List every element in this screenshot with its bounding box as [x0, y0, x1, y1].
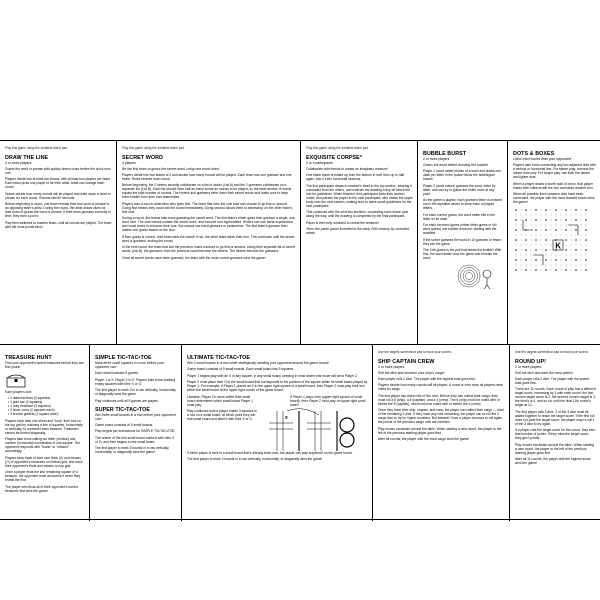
- rule-paragraph: As the game is played, each guessed letter is crossed out in the alphabet above to keep track of played letters.: [423, 198, 502, 210]
- draw-the-line-title: DRAW THE LINE: [5, 154, 49, 161]
- loot-item: • 1 ruby necklace (3 squares): [8, 404, 51, 408]
- rule-paragraph: There are 11 rounds. Each round of play has a different target score, increasing by 1 with each round: the first round's target score is 2, the second round's target is 3, the third's is 4, and so on, until the final 11th round's target at 12.: [515, 387, 596, 408]
- rule-paragraph: Once they have their ship, captain, and crew, the player can collect their cargo — total of the remaining 2 dice. If they have any rolls remaining, the player can re-roll the 2 cargo dice to try for higher numbers. But beware! Once a player chooses to roll again, the points of the previous cargo rolls are forfeited.: [378, 408, 504, 425]
- rule-paragraph: The first player has three rolls of five dice. Before they can collect their cargo, they must roll a 6 (ship), a 5 (captain), and a 4 (crew). The 6 (ship) must be rolled with or before the 5 (captain), which must be rolled with or before the 4 (crew).: [378, 393, 500, 406]
- rule-paragraph: The first player to mark 3 boards in a row vertically, horizontally, or diagonally wins the game!: [187, 457, 323, 461]
- round-up-title: ROUND UP!: [515, 358, 546, 365]
- dots-boxes-panel: [508, 141, 600, 344]
- draw-the-line-panel: [0, 141, 117, 344]
- claimed-box-initial: K: [555, 241, 562, 250]
- bubble-burst-panel: [418, 141, 508, 344]
- rule-paragraph: The 11th guess is the pull that bursts the bubble! With this, the word setter wins the game and reveals the word.: [423, 248, 502, 260]
- rule-paragraph: Play continues until all 9 games are played.: [95, 398, 159, 403]
- players-count: 4 players: [122, 160, 136, 165]
- rule-paragraph: Each player rolls 2 dice. The player with the lowest total goes first.: [515, 376, 589, 385]
- rule-paragraph: Find your opponent's buried treasures before they can find yours!: [5, 361, 85, 369]
- rule-paragraph: Player 1 begins play with an X in any square, in any small board, keeping in mind where this move will send Player 2.: [187, 373, 358, 378]
- loot-item: • 1 diamond tiara (3 squares): [8, 396, 51, 400]
- players-count: 2 or more players: [423, 157, 450, 161]
- pad-note: Play this game using the smallest blank pad.: [306, 146, 369, 150]
- rule-paragraph: Player 2 (word solver) guesses the word, letter by letter, and can try to guess the entire word at any point.: [423, 183, 496, 196]
- rule-paragraph: Players each take one sheet and "bury" their loot on the top grid by outlining a line of squares, horizontally or vertically, to represent each treasure. Treasures cannot be buried diagonally.: [5, 418, 83, 435]
- ship-captain-crew-title: SHIP CAPTAIN CREW: [378, 358, 435, 365]
- rule-paragraph: The first player to mark 3 boards in a row vertically, horizontally, or diagonally wins the game!: [95, 446, 170, 454]
- rule-paragraph: Guess the word or phrase with quickly drawn clues before the clock runs out!: [5, 166, 111, 175]
- rule-paragraph: Each player rolls 2 dice. The player with the highest total goes first.: [378, 376, 476, 381]
- rule-paragraph: Once all secret words have been guessed, the team with the most correct guesses wins the game!: [122, 255, 266, 260]
- game-objective: Roll the dice and increase your ship's cargo!: [378, 370, 445, 375]
- treasure-chest-icon: [5, 372, 27, 388]
- rule-paragraph: When a player draws a fourth side of a box, that player marks their initial inside the box and takes another turn.: [513, 181, 594, 190]
- rule-paragraph: Once a player finds the last remaining square of a treasure, the opponent must announce it when they reveal the find.: [5, 470, 81, 482]
- loot-item: • 2 silver coins (2 squares each): [8, 408, 55, 412]
- svg-text:x: x: [285, 414, 288, 421]
- players-count: 4 or more players: [5, 160, 32, 165]
- row-top: [0, 141, 600, 345]
- game-objective: Claim more boxes than your opponent!: [513, 157, 572, 161]
- game-objective: Roll the dice and earn the most points!: [515, 370, 573, 375]
- rule-paragraph: Players take turns connecting any two adjacent dots with a vertical or horizontal line. For starter play, connect the darker dots only. For longer play, use both the darker and lighter dots.: [513, 163, 596, 179]
- rule-paragraph: Players decide how many rounds will be played. A round is over once all players have rolled for cargo.: [378, 383, 503, 392]
- rule-paragraph: In the next round, the team that lost the previous round chooses to go first or second. Using their separate list of secret words (List B), the guessers from the previous round become the hinters. The hinters become the guessers.: [122, 245, 295, 254]
- rule-paragraph: The first player to mark 3 in a row vertically, horizontally or diagonally wins the game.: [95, 388, 176, 396]
- ultimate-tic-tac-toe-panel: [182, 345, 373, 521]
- rule-paragraph: This continues with the next two sections, concealing each drawn part along the way, until the drawing is completed by the final participant.: [306, 210, 408, 219]
- pad-note: Use the largest screenshot pad to track your scores.: [515, 350, 589, 354]
- rule-paragraph: Play moves clockwise around the table. When starting a new round, the player to the left of the previous starting player goes first.: [378, 426, 502, 435]
- secret-word-panel: [117, 141, 301, 344]
- treasure-hunt-title: TREASURE HUNT: [5, 355, 52, 361]
- game-objective: Guess the word before bursting the bubble!: [423, 163, 489, 167]
- instruction-sheet: [0, 140, 600, 520]
- rule-paragraph: Players keep track of their own finds (X) and misses (O) of opponent's treasures on bottom grid, and track their opponent's finds and misses on top grid.: [5, 455, 83, 468]
- pad-note: Play this game using the smallest blank pad.: [5, 146, 68, 150]
- rule-paragraph: If a player rolls the target score for the round, they earn that number of points. If they miss the target score, they get 0 points.: [515, 428, 596, 441]
- rule-paragraph: Before beginning, the 2 hinters secretly collaborate on a list of words (List A) and the 2 guessers collaborate on a separate list (List B). Each list should have half as many words as rounds to be played, so the total number of words equals the total number of rounds. The hinters and guessers write down their secret words and make sure to keep them hidden from their own teammates.: [122, 183, 292, 200]
- rule-paragraph: Players toss a coin to determine who goes first. The team that wins the coin toss can choose to go first or second. Going first means they could win the round immediately. Going second allows them to eavesdrop on the other team's first clue.: [122, 201, 293, 214]
- rule-paragraph: Play begins per instructions for SIMPLE TIC•TAC•TOE.: [95, 429, 176, 433]
- rule-paragraph: Player 2 must place their O in the small board that corresponds to the position of the square within its small board played by Player 1. For example, if Player 1 places an X in the upper right square of a small board, then Player 2 must play their turn within the small board at the upper right corner of the game board.: [187, 380, 368, 392]
- rule-paragraph: One blank sheet is folded up from the bottom in half, then up in half again, into 4 even horizontal sections.: [306, 173, 405, 182]
- round-up-panel: [510, 345, 600, 521]
- rule-paragraph: During a round, the teams take turns guessing the secret word. The first team's hinter gives their guesser a single, one-word clue. The clue cannot contain the secret word, and must be non-hyphenated. Hinters can use facial expressions and vocal tones to enhance their clue. But cannot use hand gestures or pantomime. The first team's guesser then makes one guess based on the clue.: [122, 216, 296, 233]
- ultimate-tic-tac-toe-title: ULTIMATE TIC•TAC•TOE: [187, 355, 251, 361]
- rule-paragraph: Game board consists of 9 small boards. Each small board has 9 squares.: [187, 367, 295, 371]
- row-bottom: [0, 345, 600, 521]
- rule-paragraph: Play moves clockwise around the table. When starting a new round, the player to the left of the previous starting player goes first.: [515, 442, 594, 455]
- dots-grid-illustration: [513, 207, 589, 277]
- rule-paragraph: If either player is sent to a small board that's already been won, the player can play anywhere on the game board.: [187, 450, 353, 455]
- rule-paragraph: Paper is then fully unfolded to reveal the creature!: [306, 220, 379, 225]
- rule-paragraph: Each sheet includes 9 games.: [95, 371, 139, 375]
- ultimate-board-illustration: [263, 407, 369, 451]
- dots-boxes-title: DOTS & BOXES: [513, 151, 555, 157]
- players-count: 2 or more players: [378, 364, 405, 369]
- simple-tic-tac-toe-title: SIMPLE TIC•TAC•TOE: [95, 355, 152, 361]
- loot-item: • 3 bronze goblets (1 square each): [8, 412, 59, 416]
- rule-paragraph: Play then switches to another team, until all rounds are played. The team with the most points wins!: [5, 220, 112, 229]
- rule-paragraph: Player 1 is X. Player 2 is O. Players take turns marking empty squares with their X or O.: [95, 377, 176, 386]
- rule-paragraph: Each player's loot:: [5, 389, 32, 394]
- ship-captain-crew-panel: [373, 345, 510, 521]
- bubble-burst-title: BUBBLE BURST: [423, 151, 467, 157]
- rule-paragraph: Players divide into two teams of 2 and decide how many rounds will be played. Each team has one guesser and one hinter. Roles reverse each round.: [122, 172, 292, 181]
- rule-paragraph: After all rounds, the player with the most cargo wins the game!: [378, 437, 470, 442]
- rule-paragraph: The first player rolls 3 dice. 2 of the 3 dice must be added together to reach the target score. If the first roll does not yield the target score, the player may re-roll 1 of the 3 dice to try again.: [515, 409, 595, 426]
- secret-word-title: SECRET WORD: [122, 154, 163, 161]
- footnote: *from the parlor game invented in the early 20th century by surrealist artists: [306, 227, 409, 236]
- rule-paragraph: Teams decide how many rounds will be played and write down a word or phrase for each round. Rounds last 60 seconds.: [5, 191, 111, 200]
- bubblegum-blower-illustration: [423, 263, 501, 289]
- rule-paragraph: Play continues until a player marks 3 squares in a row on a small board, at which point they win that small board and label it with their X or O.: [187, 409, 257, 421]
- rule-paragraph: Before beginning a round, one team reveals their first word or phrase to an opposing team's artist. During the round, the artist draws clues for their team to guess the word or phrase. If their team guesses correctly in time, they earn a point.: [5, 202, 111, 219]
- rule-paragraph: The winner of the first small board marks it with their X or O, and then begins a new small board.: [95, 435, 175, 444]
- treasure-hunt-panel: [0, 345, 90, 521]
- game-objective: Be the first team to guess the secret word, using one-word clues!: [122, 166, 220, 171]
- players-count: 2 to 4 participants: [306, 160, 333, 165]
- example-callout: If Player 1 plays here (upper right square of small board), then Player 2 must play on upper right small board: [290, 394, 366, 407]
- rule-paragraph: The player who finds all of their opponent's buried treasures first wins the game!: [5, 484, 78, 493]
- rule-paragraph: If their guess is correct, their team wins the round! If not, the other team takes their turn. This continues until the secret word is guessed, ending the round.: [122, 234, 295, 243]
- rule-paragraph: For each correct guess, the word setter fills in the letter on its dash.: [423, 212, 496, 221]
- game-objective: Mark three small squares in a row before your opponent can!: [95, 361, 164, 369]
- ultimate-board-example: [187, 395, 368, 451]
- exquisite-corpse-title: EXQUISITE CORPSE*: [306, 154, 362, 161]
- rule-paragraph: The first participant draws a creature's head in the top section, keeping it concealed from the others, and extends the drawing a tiny bit below the fold for guidelines. When finished, first participant folds their section under, and passes the paper to the next participant, who draws the upper body onto the next section, making sure to leave small guidelines for the next participant.: [306, 183, 413, 208]
- rule-paragraph: Players divide into at least two teams, with at least two players per team. Each team picks one player to be their artist. Artist can change each round.: [5, 177, 111, 190]
- tic-tac-toe-panel: [90, 345, 182, 521]
- rule-paragraph: When all possible lines between dots have been connected, the player with the most claimed boxes wins the game!: [513, 192, 595, 204]
- rule-paragraph: Player 1 (word setter) thinks of a word and draws one dash per letter in the space below the bubblegum blower.: [423, 169, 502, 181]
- rule-paragraph: Game board consists of 9 small boards.: [95, 422, 154, 427]
- pad-note: Play this game using the smallest blank pad.: [122, 146, 185, 150]
- rule-paragraph: If the solver guesses the word in 10 guesses or fewer, they win the game.: [423, 237, 502, 246]
- rule-paragraph: After all 11 rounds, the player with the highest score wins the game!: [515, 457, 591, 466]
- exquisite-corpse-panel: [301, 141, 418, 344]
- super-tic-tac-toe-title: SUPER TIC•TAC•TOE: [95, 406, 151, 413]
- loot-item: • 1 gold bar (4 squares): [8, 400, 43, 404]
- pad-note: Use the largest screenshot pad to track your scores.: [378, 350, 452, 354]
- players-count: 2 or more players: [515, 364, 542, 369]
- game-objective: Win 3 small boards in a row while strategically sending your opponent around the game board!: [187, 361, 329, 365]
- rule-paragraph: Players take turns calling out letter (vertical) and number (horizontal) coordinates of one square. The opponent responds with "found" or "missed" accordingly.: [5, 437, 81, 453]
- rule-paragraph: For each incorrect guess (either letter guess or full word guess) one bubble is traced, starting with the smallest.: [423, 223, 497, 235]
- game-objective: Win three small boards in a row before your opponent can!: [95, 412, 176, 421]
- rule-paragraph: Likewise, Player 2's move within their small board determines which small board Player 1 must play.: [187, 394, 253, 407]
- rule-paragraph: Collaborate with friends to create an imaginary creature!: [306, 166, 388, 171]
